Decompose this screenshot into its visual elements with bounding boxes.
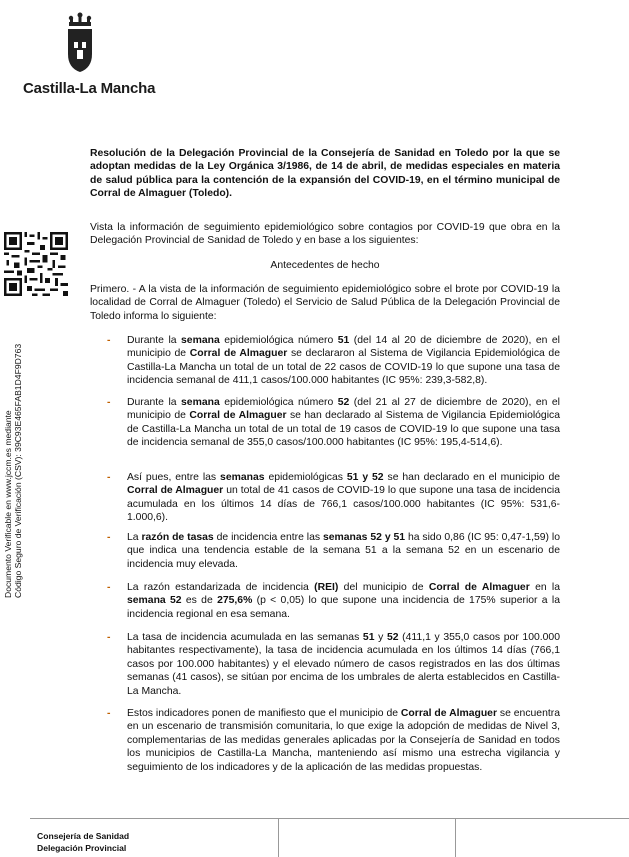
list-item-text: [108, 334, 560, 388]
list-item-text: [108, 396, 560, 450]
list-item: [108, 631, 560, 698]
text-run: en la: [529, 582, 561, 593]
bold-text-run: semana: [181, 397, 220, 408]
list-item: [108, 531, 560, 571]
text-run: del municipio de: [338, 582, 429, 593]
footer-column-divider: [278, 818, 279, 857]
verification-text: Documento Verificable en www.jccm.es mediante: [3, 410, 13, 598]
text-run: La tasa de incidencia acumulada en las semanas: [127, 632, 363, 643]
bold-text-run: Corral de Almaguer: [400, 708, 497, 719]
footer-column-divider: [455, 818, 456, 857]
bullet-dash: -: [107, 335, 111, 346]
footer: [0, 818, 629, 857]
bold-text-run: 52: [386, 632, 399, 643]
text-run: La: [127, 532, 142, 543]
bold-text-run: Corral de Almaguer: [428, 582, 530, 593]
bold-text-run: semanas 52 y 51: [322, 532, 406, 543]
bullet-dash: -: [107, 582, 111, 593]
bold-text-run: semana 52: [127, 595, 182, 607]
bullet-dash: -: [107, 397, 111, 408]
csv-code-text: Código Seguro de Verificación (CSV): 39C93E465FAB1D4F9D763: [13, 343, 23, 598]
bold-text-run: 52: [337, 397, 350, 408]
list-item: [108, 707, 560, 774]
footer-divider: [30, 818, 629, 819]
text-run: Durante la: [127, 335, 182, 346]
text-run: se declararon al Sistema de Vigilancia Epidemiológica de Castilla-La Mancha un total de un total de 22 casos de COVID-19 lo que supone una tasa de incidencia semanal de 411,1 casos/100.000 habitantes (IC 95%: 239,3-582,8).: [127, 348, 560, 387]
bold-text-run: 275,6%: [217, 595, 253, 607]
text-run: de incidencia entre las: [213, 532, 323, 543]
footer-line-1: Consejería de Sanidad: [37, 831, 130, 841]
text-run: epidemiológicas: [264, 472, 347, 483]
text-run: La razón estandarizada de incidencia: [127, 582, 315, 593]
text-run: (del 14 al 20 de diciembre de 2020), en el municipio de: [127, 335, 560, 360]
list-item: [108, 471, 560, 525]
bold-text-run: semana: [181, 335, 220, 346]
bold-text-run: 51: [337, 335, 350, 346]
bold-text-run: 51 y 52: [346, 472, 384, 483]
list-item-text: [108, 707, 560, 774]
bullet-dash: -: [107, 532, 111, 543]
text-run: se han declarado al Sistema de Vigilancia Epidemiológica de Castilla-La Mancha un total de un total de 19 casos de COVID-19 lo que supone una tasa de incidencia semanal de 355,0 casos/100.000 habitantes (IC 95%: 195,4-514,6).: [127, 410, 560, 449]
bullet-dash: -: [107, 708, 111, 719]
list-item: [108, 334, 560, 388]
primero-paragraph: Primero. - A la vista de la información de seguimiento epidemiológico sobre el brote por COVID-19 la localidad de Corral de Almaguer (Toledo) el Servicio de Salud Pública de la Delegación Provincial de Toledo informa lo siguiente:: [90, 284, 560, 322]
text-run: es de: [181, 595, 218, 607]
list-item: [108, 581, 560, 621]
text-run: Estos indicadores ponen de manifiesto que el municipio de: [127, 708, 401, 719]
bullet-dash: -: [107, 632, 111, 643]
list-item: [108, 396, 560, 450]
bold-text-run: semanas: [220, 472, 265, 483]
text-run: Así pues, entre las: [127, 472, 221, 483]
list-item-text: [108, 631, 560, 698]
bold-text-run: 51: [362, 632, 375, 643]
qr-code-icon: [4, 232, 68, 296]
jccm-logo: [23, 12, 156, 97]
list-item-text: [108, 471, 560, 525]
intro-paragraph: Vista la información de seguimiento epidemiológico sobre contagios por COVID-19 que obra en la Delegación Provincial de Sanidad de Toledo y en base a los siguientes:: [90, 222, 560, 247]
list-item-text: [108, 531, 560, 571]
text-run: Durante la: [127, 397, 182, 408]
bold-text-run: Corral de Almaguer: [189, 410, 287, 422]
bold-text-run: Corral de Almaguer: [127, 485, 224, 497]
text-run: ha sido 0,86 (IC 95: 0,47-1,59) lo que indica una tendencia estable de la semana 51 a la semana 52 en un escenario de incidencia muy elevada.: [127, 532, 560, 570]
section-heading: Antecedentes de hecho: [270, 260, 380, 271]
text-run: y: [374, 632, 387, 643]
coat-of-arms-icon: [65, 12, 95, 74]
text-run: (p < 0,05) lo que supone una incidencia de 175% superior a la incidencia regional en esa semana.: [127, 595, 560, 620]
bold-text-run: razón de tasas: [141, 532, 214, 543]
text-run: se han declarado en el municipio de: [383, 472, 561, 483]
text-run: un total de 41 casos de COVID-19 lo que supone una tasa de incidencia acumulada en los últimos 14 días de 766,1 casos/100.000 habitantes (IC 95%: 531,6-1.000,6).: [127, 485, 560, 524]
text-run: se encuentra en un escenario de transmisión comunitaria, lo que exige la adopción de medidas de Nivel 3, complementarias de las medidas generales aplicadas por la Consejería de Sanidad en todos los municipios de Castilla-La Mancha, manteniendo así mismo una estrecha vigilancia y seguimiento de los indicadores y de la aplicación de las medidas propuestas.: [127, 708, 560, 773]
footer-line-2: Delegación Provincial: [37, 843, 127, 853]
bullet-dash: -: [107, 472, 111, 483]
text-run: epidemiológica número: [219, 335, 338, 346]
text-run: epidemiológica número: [219, 397, 338, 408]
text-run: (411,1 y 355,0 casos por 100.000 habitantes respectivamente), la tasa de incidencia acumulada en los últimos 14 días (766,1 casos por 100.000 habitantes) y el elevado número de casos registrados en las dos últimas semanas (41 casos), se sitúan por encima de los umbrales de alerta establecidos en Castilla-La Mancha.: [127, 632, 560, 697]
text-run: (del 21 al 27 de diciembre de 2020), en el municipio de: [127, 397, 560, 422]
bold-text-run: Corral de Almaguer: [189, 348, 288, 360]
list-item-text: [108, 581, 560, 621]
document-title: Resolución de la Delegación Provincial de la Consejería de Sanidad en Toledo por la que se adoptan medidas de la Ley Orgánica 3/1986, de 14 de abril, de medidas especiales en materia de salud pública para la contención de la expansión del COVID-19, en el término municipal de Corral de Almaguer (Toledo).: [90, 148, 560, 200]
bold-text-run: (REI): [314, 582, 339, 593]
logo-text: Castilla-La Mancha: [23, 80, 156, 97]
